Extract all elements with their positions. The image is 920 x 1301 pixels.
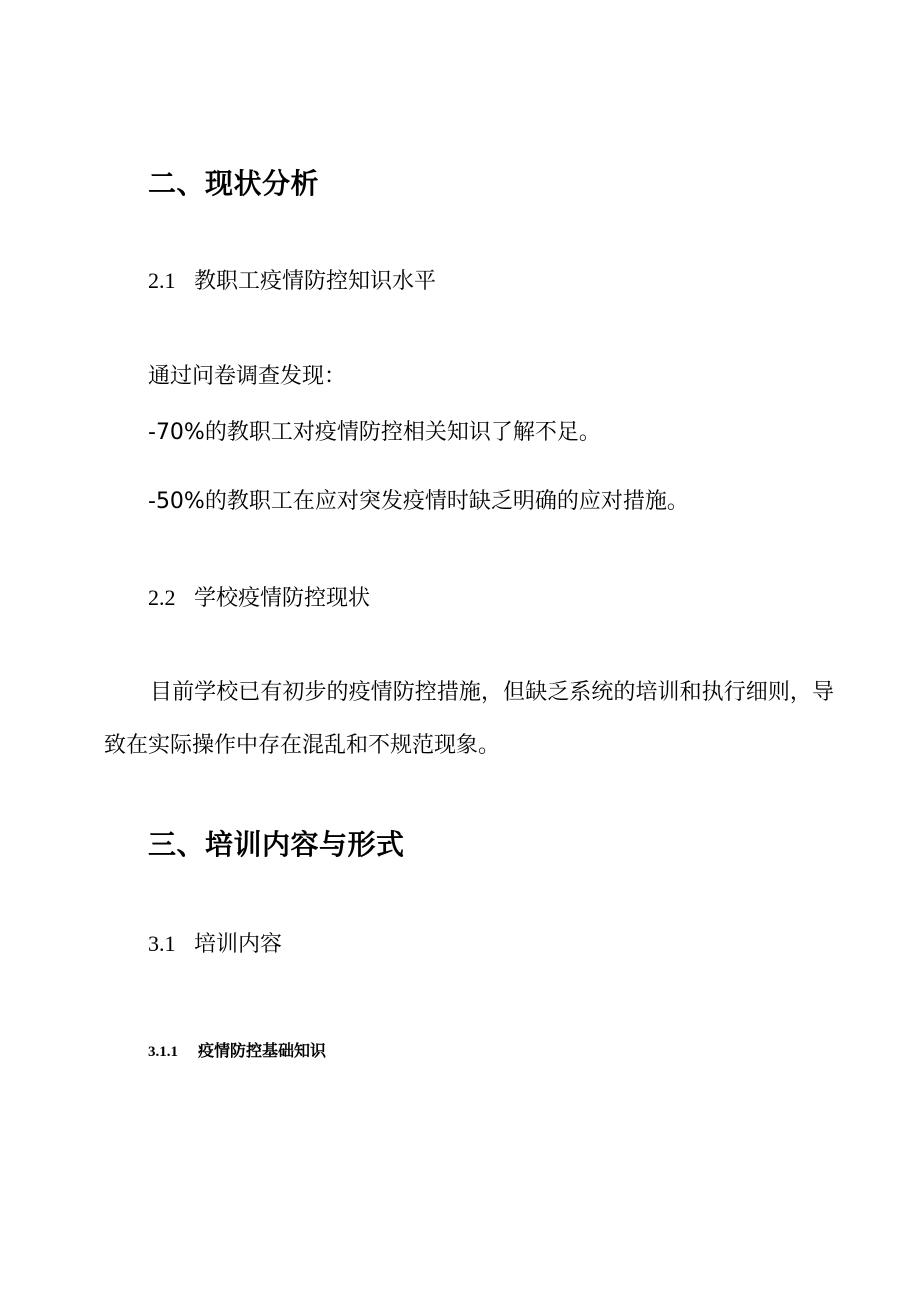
survey-item-1: -70%的教职工对疫情防控相关知识了解不足。 (148, 420, 601, 445)
subsection-number: 3.1 (148, 931, 176, 956)
subsection-heading-2-1 (148, 266, 436, 297)
subsection-heading-3-1 (148, 929, 282, 960)
subsection-title: 培训内容 (194, 932, 283, 957)
subsubsection-number: 3.1.1 (148, 1044, 178, 1060)
subsection-title: 学校疫情防控现状 (194, 586, 371, 611)
subsubsection-title: 疫情防控基础知识 (198, 1041, 327, 1060)
survey-intro: 通过问卷调查发现： (148, 364, 347, 389)
subsection-heading-2-2 (148, 583, 370, 614)
subsection-number: 2.2 (148, 585, 176, 610)
survey-item-2: -50%的教职工在应对突发疫情时缺乏明确的应对措施。 (148, 489, 689, 514)
status-paragraph: 目前学校已有初步的疫情防控措施，但缺乏系统的培训和执行细则，导致在实际操作中存在混乱和不规范现象。 (104, 680, 834, 758)
subsection-number: 2.1 (148, 268, 176, 293)
section-heading-2: 二、现状分析 (148, 167, 320, 200)
subsection-title: 教职工疫情防控知识水平 (194, 269, 437, 294)
subsection-heading-3-1-1 (148, 1040, 326, 1063)
section-heading-3: 三、培训内容与形式 (148, 828, 405, 861)
